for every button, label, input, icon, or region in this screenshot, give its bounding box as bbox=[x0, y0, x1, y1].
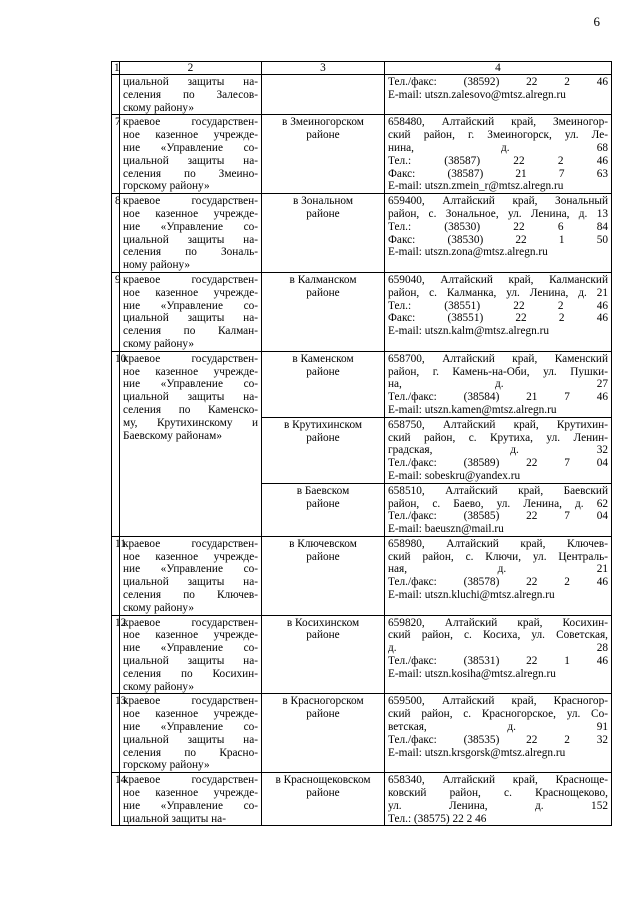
contact-cell-line: 659820, Алтайский край, Косихин- bbox=[388, 616, 608, 629]
contact-cell-line: ский район, с. Ключи, ул. Централь- bbox=[388, 550, 608, 563]
contact-cell-line: нина, д. 68 bbox=[388, 141, 608, 154]
institution-name-line: селения по Залесов- bbox=[123, 88, 258, 101]
contact-cell-line: 658510, Алтайский край, Баевский bbox=[388, 484, 608, 497]
institution-name bbox=[120, 536, 262, 615]
header-cell-3: 3 bbox=[262, 62, 385, 75]
institution-name bbox=[120, 75, 262, 115]
contact-cell-line: E-mail: baeuszn@mail.ru bbox=[388, 523, 504, 536]
contact-cell-line: E-mail: utszn.kalm@mtsz.alregn.ru bbox=[388, 325, 549, 338]
contact-cell-line: район, с. Баево, ул. Ленина, д. 62 bbox=[388, 497, 608, 510]
district-cell bbox=[262, 615, 385, 694]
contact-cell bbox=[385, 615, 612, 694]
contact-cell-line: E-mail: utszn.kamen@mtsz.alregn.ru bbox=[388, 403, 557, 416]
contact-cell bbox=[385, 536, 612, 615]
district-cell-line: районе bbox=[306, 286, 340, 299]
district-cell-line: в Калманском bbox=[289, 273, 357, 286]
contact-cell-line: Тел./факс: (38535) 22 2 32 bbox=[388, 733, 608, 746]
district-cell-line: районе bbox=[306, 629, 340, 642]
contact-cell-line: ский район, с. Красногорское, ул. Со- bbox=[388, 708, 608, 721]
institution-name-line: циальной защиты на- bbox=[123, 655, 258, 668]
table-row bbox=[112, 272, 612, 351]
contact-cell-line: район, с. Зональное, ул. Ленина, д. 13 bbox=[388, 207, 608, 220]
district-cell bbox=[262, 194, 385, 273]
contact-cell-line: д. 28 bbox=[388, 642, 608, 655]
institution-name-line: циальной защиты на- bbox=[123, 312, 258, 325]
institution-name-line: скому району» bbox=[123, 680, 194, 693]
row-number: 7 bbox=[112, 115, 120, 194]
institution-name-line: горскому району» bbox=[123, 759, 210, 772]
institution-name-line: краевое государствен- bbox=[123, 352, 258, 365]
contact-cell-line: Тел./факс: (38585) 22 7 04 bbox=[388, 510, 608, 523]
contact-cell-line: Факс: (38551) 22 2 46 bbox=[388, 312, 608, 325]
header-cell-2: 2 bbox=[120, 62, 262, 75]
contact-cell-line: ветская, д. 91 bbox=[388, 721, 608, 734]
district-cell bbox=[262, 351, 385, 417]
table-row bbox=[112, 194, 612, 273]
contact-cell-line: Тел./факс: (38592) 22 2 46 bbox=[388, 76, 608, 88]
table-header-row bbox=[112, 62, 612, 75]
district-cell bbox=[262, 694, 385, 773]
institution-name-line: циальной защиты на- bbox=[123, 233, 258, 246]
institution-name-line: ное казенное учрежде- bbox=[123, 129, 258, 142]
row-number: 11 bbox=[112, 536, 120, 615]
contact-cell-line: Тел.: (38551) 22 2 46 bbox=[388, 299, 608, 312]
row-number bbox=[112, 75, 120, 115]
district-cell-line: районе bbox=[306, 787, 340, 800]
contact-cell-line: Тел.: (38587) 22 2 46 bbox=[388, 154, 608, 167]
contact-cell-line: Тел.: (38575) 22 2 46 bbox=[388, 812, 487, 825]
institution-name-line: ному району» bbox=[123, 259, 191, 272]
header-cell-4: 4 bbox=[385, 62, 612, 75]
contact-cell-line: Факс: (38530) 22 1 50 bbox=[388, 233, 608, 246]
contact-cell-line: E-mail: utszn.zona@mtsz.alregn.ru bbox=[388, 246, 548, 259]
table-row bbox=[112, 75, 612, 115]
contact-cell-line: E-mail: utszn.krsgorsk@mtsz.alregn.ru bbox=[388, 746, 566, 759]
contact-cell-line: ковский район, с. Краснощеково, bbox=[388, 787, 608, 800]
contact-cell-line: градская, д. 32 bbox=[388, 444, 608, 457]
contact-cell-line: Тел./факс: (38589) 22 7 04 bbox=[388, 457, 608, 470]
institution-name-line: Баевскому районам» bbox=[123, 429, 222, 442]
district-cell-line: в Косихинском bbox=[286, 616, 360, 629]
contact-cell bbox=[385, 115, 612, 194]
contact-cell-line: ский район, с. Косиха, ул. Советская, bbox=[388, 629, 608, 642]
table-row bbox=[112, 351, 612, 417]
table-row bbox=[112, 694, 612, 773]
district-cell bbox=[262, 417, 385, 483]
district-cell-line: районе bbox=[306, 497, 340, 510]
contact-cell-line: на, д. 27 bbox=[388, 378, 608, 391]
contact-cell-line: ул. Ленина, д. 152 bbox=[388, 799, 608, 812]
institution-name-line: ние «Управление со- bbox=[123, 141, 258, 154]
contact-cell-line: 658480, Алтайский край, Змеиногор- bbox=[388, 116, 608, 129]
institution-name-line: циальной защиты на- bbox=[123, 733, 258, 746]
institution-name-line: селения по Каменско- bbox=[123, 403, 258, 416]
table-row bbox=[112, 773, 612, 826]
contact-cell bbox=[385, 75, 612, 115]
institution-name-line: ное казенное учрежде- bbox=[123, 207, 258, 220]
table-row bbox=[112, 615, 612, 694]
district-cell-line: в Змеиногорском bbox=[282, 116, 364, 129]
row-number: 9 bbox=[112, 272, 120, 351]
institution-name-line: селения по Зональ- bbox=[123, 246, 258, 259]
contact-cell-line: Тел./факс: (38578) 22 2 46 bbox=[388, 576, 608, 589]
contact-cell bbox=[385, 483, 612, 536]
contact-cell bbox=[385, 194, 612, 273]
contact-cell-line: ский район, г. Змеиногорск, ул. Ле- bbox=[388, 129, 608, 142]
institution-name-line: ние «Управление со- bbox=[123, 721, 258, 734]
row-number: 8 bbox=[112, 194, 120, 273]
institution-name-line: горскому району» bbox=[123, 180, 210, 193]
institutions-table bbox=[111, 61, 612, 826]
contact-cell-line: E-mail: utszn.kluchi@mtsz.alregn.ru bbox=[388, 589, 555, 602]
district-cell bbox=[262, 536, 385, 615]
district-cell-line: районе bbox=[306, 550, 340, 563]
contact-cell-line: 658750, Алтайский край, Крутихин- bbox=[388, 418, 608, 431]
district-cell-line: районе bbox=[306, 129, 340, 142]
institution-name-line: ное казенное учрежде- bbox=[123, 550, 258, 563]
institution-name-line: циальной защиты на- bbox=[123, 576, 258, 589]
institution-name-line: краевое государствен- bbox=[123, 116, 258, 129]
district-cell-line: районе bbox=[306, 365, 340, 378]
contact-cell bbox=[385, 417, 612, 483]
institution-name-line: ное казенное учрежде- bbox=[123, 629, 258, 642]
row-number: 12 bbox=[112, 615, 120, 694]
contact-cell-line: E-mail: utszn.kosiha@mtsz.alregn.ru bbox=[388, 667, 556, 680]
header-cell-1: 1 bbox=[112, 62, 120, 75]
institution-name-line: ное казенное учрежде- bbox=[123, 787, 258, 800]
table-row bbox=[112, 115, 612, 194]
contact-cell-line: E-mail: utszn.zmein_r@mtsz.alregn.ru bbox=[388, 180, 564, 193]
institution-name bbox=[120, 272, 262, 351]
institution-name-line: ние «Управление со- bbox=[123, 299, 258, 312]
institution-name-line: ное казенное учрежде- bbox=[123, 286, 258, 299]
institution-name-line: краевое государствен- bbox=[123, 195, 258, 208]
district-cell-line: в Каменском bbox=[292, 352, 354, 365]
institution-name bbox=[120, 615, 262, 694]
contact-cell bbox=[385, 773, 612, 826]
institution-name-line: краевое государствен- bbox=[123, 695, 258, 708]
contact-cell-line: Факс: (38587) 21 7 63 bbox=[388, 167, 608, 180]
institution-name-line: циальной защиты на- bbox=[123, 76, 258, 88]
contact-cell-line: ная, д. 21 bbox=[388, 563, 608, 576]
institution-name bbox=[120, 694, 262, 773]
row-number: 10 bbox=[112, 351, 120, 536]
district-cell bbox=[262, 115, 385, 194]
contact-cell-line: E-mail: utszn.zalesovo@mtsz.alregn.ru bbox=[388, 88, 566, 101]
institution-name-line: селения по Калман- bbox=[123, 325, 258, 338]
institution-name-line: скому району» bbox=[123, 601, 194, 614]
institution-name-line: ние «Управление со- bbox=[123, 378, 258, 391]
district-cell-line: в Ключевском bbox=[289, 537, 357, 550]
institution-name-line: ное казенное учрежде- bbox=[123, 708, 258, 721]
institution-name-line: циальной защиты на- bbox=[123, 391, 258, 404]
institution-name-line: ное казенное учрежде- bbox=[123, 365, 258, 378]
institution-name-line: ние «Управление со- bbox=[123, 220, 258, 233]
institution-name-line: скому району» bbox=[123, 337, 194, 350]
district-cell-line: в Красногорском bbox=[282, 695, 364, 708]
contact-cell-line: 658980, Алтайский край, Ключев- bbox=[388, 537, 608, 550]
contact-cell-line: E-mail: sobeskru@yandex.ru bbox=[388, 469, 521, 482]
contact-cell-line: 659400, Алтайский край, Зональный bbox=[388, 195, 608, 208]
contact-cell-line: 659040, Алтайский край, Калманский bbox=[388, 273, 608, 286]
contact-cell-line: район, с. Калманка, ул. Ленина, д. 21 bbox=[388, 286, 608, 299]
institution-name-line: краевое государствен- bbox=[123, 273, 258, 286]
institution-name-line: му, Крутихинскому и bbox=[123, 416, 258, 429]
contact-cell-line: Тел./факс: (38584) 21 7 46 bbox=[388, 391, 608, 404]
district-cell-line: районе bbox=[306, 708, 340, 721]
institution-name bbox=[120, 351, 262, 536]
institution-name-line: селения по Змеино- bbox=[123, 167, 258, 180]
row-number: 13 bbox=[112, 694, 120, 773]
contact-cell-line: 658700, Алтайский край, Каменский bbox=[388, 352, 608, 365]
institution-name-line: скому району» bbox=[123, 101, 194, 114]
institution-name-line: краевое государствен- bbox=[123, 774, 258, 787]
institution-name-line: циальной защиты на- bbox=[123, 154, 258, 167]
institution-name bbox=[120, 773, 262, 826]
institution-name-line: краевое государствен- bbox=[123, 537, 258, 550]
contact-cell bbox=[385, 351, 612, 417]
institution-name bbox=[120, 194, 262, 273]
institution-name-line: краевое государствен- bbox=[123, 616, 258, 629]
institution-name bbox=[120, 115, 262, 194]
institution-name-line: циальной защиты на- bbox=[123, 812, 226, 825]
institution-name-line: ние «Управление со- bbox=[123, 563, 258, 576]
district-cell bbox=[262, 272, 385, 351]
district-cell-line: в Краснощековском bbox=[275, 774, 371, 787]
district-cell-line: районе bbox=[306, 431, 340, 444]
contact-cell-line: Тел./факс: (38531) 22 1 46 bbox=[388, 655, 608, 668]
contact-cell-line: 659500, Алтайский край, Красногор- bbox=[388, 695, 608, 708]
institution-name-line: селения по Красно- bbox=[123, 746, 258, 759]
institution-name-line: ние «Управление со- bbox=[123, 799, 258, 812]
district-cell-line: районе bbox=[306, 207, 340, 220]
district-cell-line: в Крутихинском bbox=[283, 418, 363, 431]
table-row bbox=[112, 536, 612, 615]
district-cell-line: в Баевском bbox=[296, 484, 350, 497]
page-number: 6 bbox=[593, 14, 600, 29]
institution-name-line: ние «Управление со- bbox=[123, 642, 258, 655]
contact-cell-line: район, г. Камень-на-Оби, ул. Пушки- bbox=[388, 365, 608, 378]
contact-cell bbox=[385, 272, 612, 351]
contact-cell-line: ский район, с. Крутиха, ул. Ленин- bbox=[388, 431, 608, 444]
district-cell-line: в Зональном bbox=[292, 195, 354, 208]
contact-cell bbox=[385, 694, 612, 773]
row-number: 14 bbox=[112, 773, 120, 826]
contact-cell-line: 658340, Алтайский край, Красноще- bbox=[388, 774, 608, 787]
institution-name-line: селения по Ключев- bbox=[123, 589, 258, 602]
district-cell bbox=[262, 773, 385, 826]
district-cell bbox=[262, 483, 385, 536]
institution-name-line: селения по Косихин- bbox=[123, 667, 258, 680]
contact-cell-line: Тел.: (38530) 22 6 84 bbox=[388, 220, 608, 233]
district-cell bbox=[262, 75, 385, 115]
